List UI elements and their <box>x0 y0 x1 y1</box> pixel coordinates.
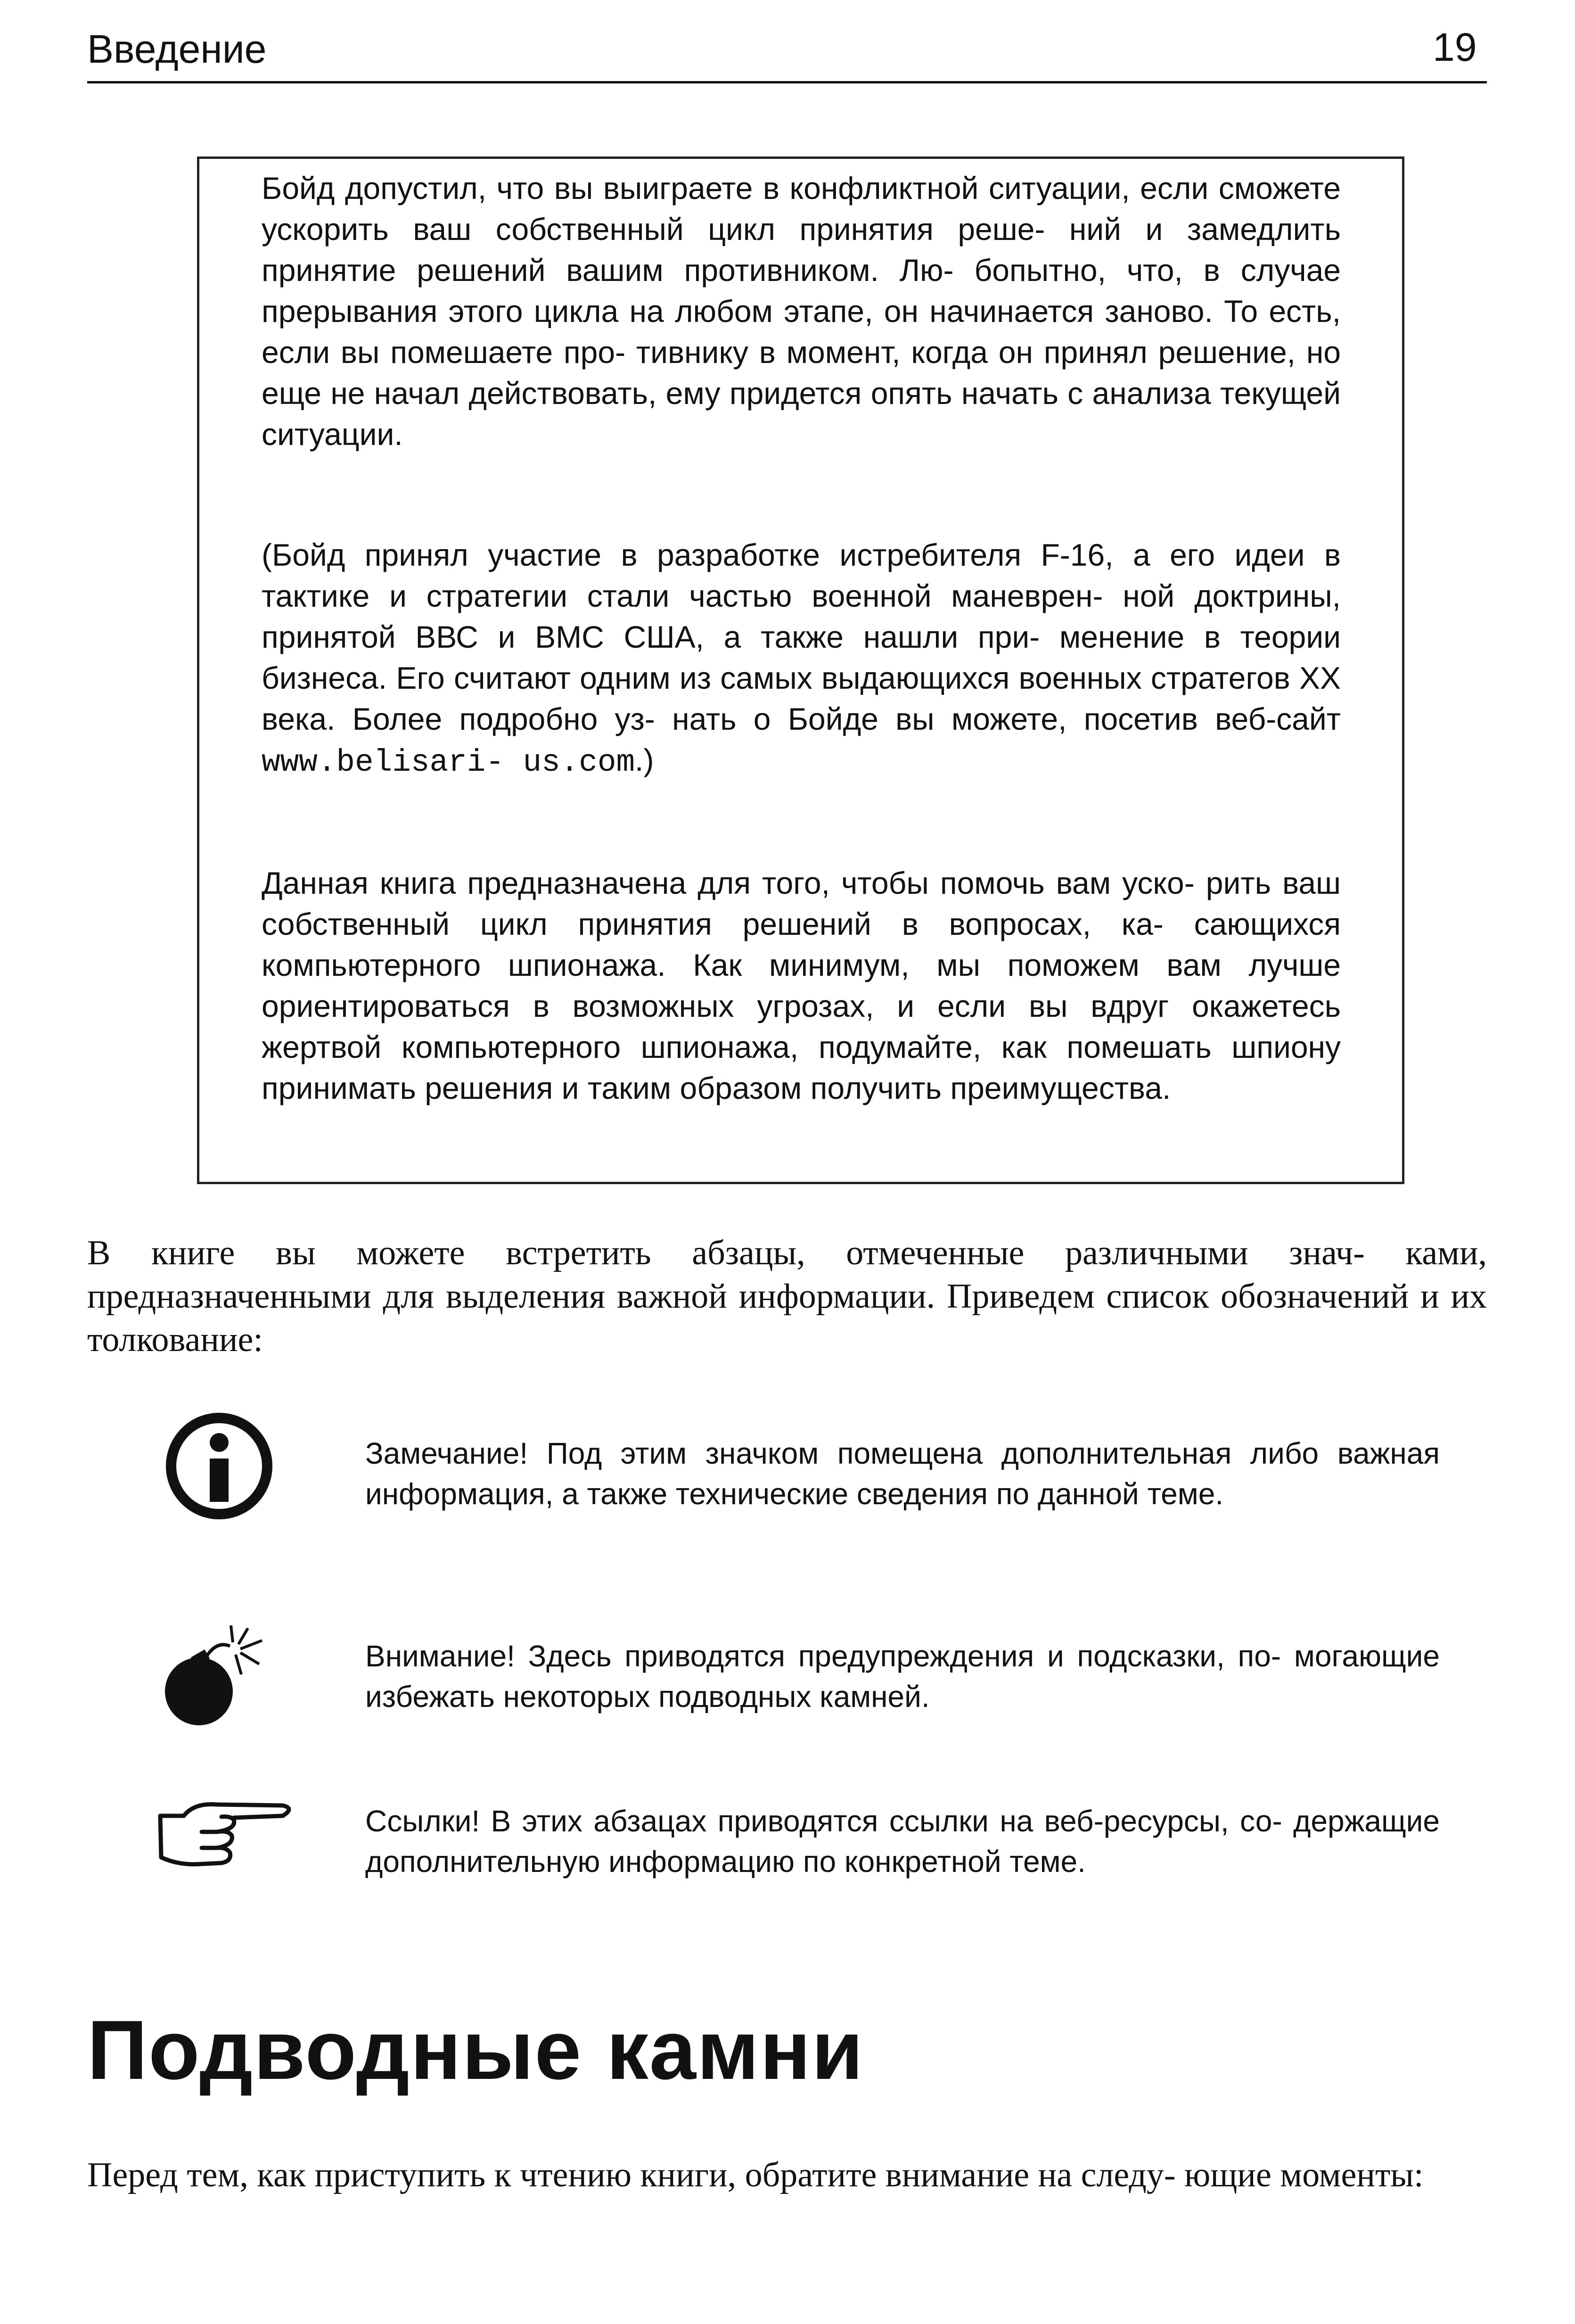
legend-links-text: Ссылки! В этих абзацах приводятся ссылки на веб-ресурсы, со- держащие дополнительную информацию по конкретной теме. <box>365 1804 1440 1879</box>
boyd-note-text: (Бойд принял участие в разработке истребителя F-16, а его идеи в тактике и стратегии стали частью военной маневрен- ной доктрины, принятой ВВС и ВМС США, а также нашли при- менение в теории бизнеса. Его считают одним из самых выдающихся военных стратегов XX века. Более подробно уз- нать о Бойде вы можете, посетив веб-сайт <box>262 537 1341 736</box>
intro-paragraph: В книге вы можете встретить абзацы, отмеченные различными знач- ками, предназначенными для выделения важной информации. Приведем список обозначений и их толкование: <box>87 1234 1487 1359</box>
box-paragraph: Данная книга предназначена для того, чтобы помочь вам уско- рить ваш собственный цикл принятия решений в вопросах, ка- сающихся компьютерного шпионажа. Как минимум, мы поможем вам лучше ориентироваться в возможных угрозах, и если вы вдруг окажетесь жертвой компьютерного шпионажа, подумайте, как помешать шпиону принимать решения и таким образом получить преимущества. <box>262 865 1341 1105</box>
running-header-title: Введение <box>87 27 267 71</box>
info-icon <box>163 1409 276 1523</box>
section-heading: Подводные камни <box>87 2003 864 2097</box>
pointing-hand-icon <box>151 1787 302 1876</box>
boyd-note-close: .) <box>635 742 654 777</box>
box-paragraph: Бойд допустил, что вы выиграете в конфликтной ситуации, если сможете ускорить ваш собственный цикл принятия реше- ний и замедлить принятие решений вашим противником. Лю- бопытно, что, в случае прерывания этого цикла на любом этапе, он начинается заново. То есть, если вы помешаете про- тивнику в момент, когда он принял решение, но еще не начал действовать, ему придется опять начать с анализа текущей ситуации. <box>262 171 1341 452</box>
legend-warning-text: Внимание! Здесь приводятся предупреждения и подсказки, по- могающие избежать некоторых подводных камней. <box>365 1639 1440 1714</box>
bomb-icon <box>156 1622 269 1735</box>
website-url: www.belisari- us.com <box>262 745 635 780</box>
page-number: 19 <box>1433 25 1477 69</box>
section-paragraph: Перед тем, как приступить к чтению книги, обратите внимание на следу- ющие моменты: <box>87 2156 1424 2194</box>
header-rule <box>87 81 1487 83</box>
box-paragraph-boyd-note <box>262 535 1341 783</box>
legend-note-text: Замечание! Под этим значком помещена дополнительная либо важная информация, а также технические сведения по данной теме. <box>365 1436 1440 1511</box>
